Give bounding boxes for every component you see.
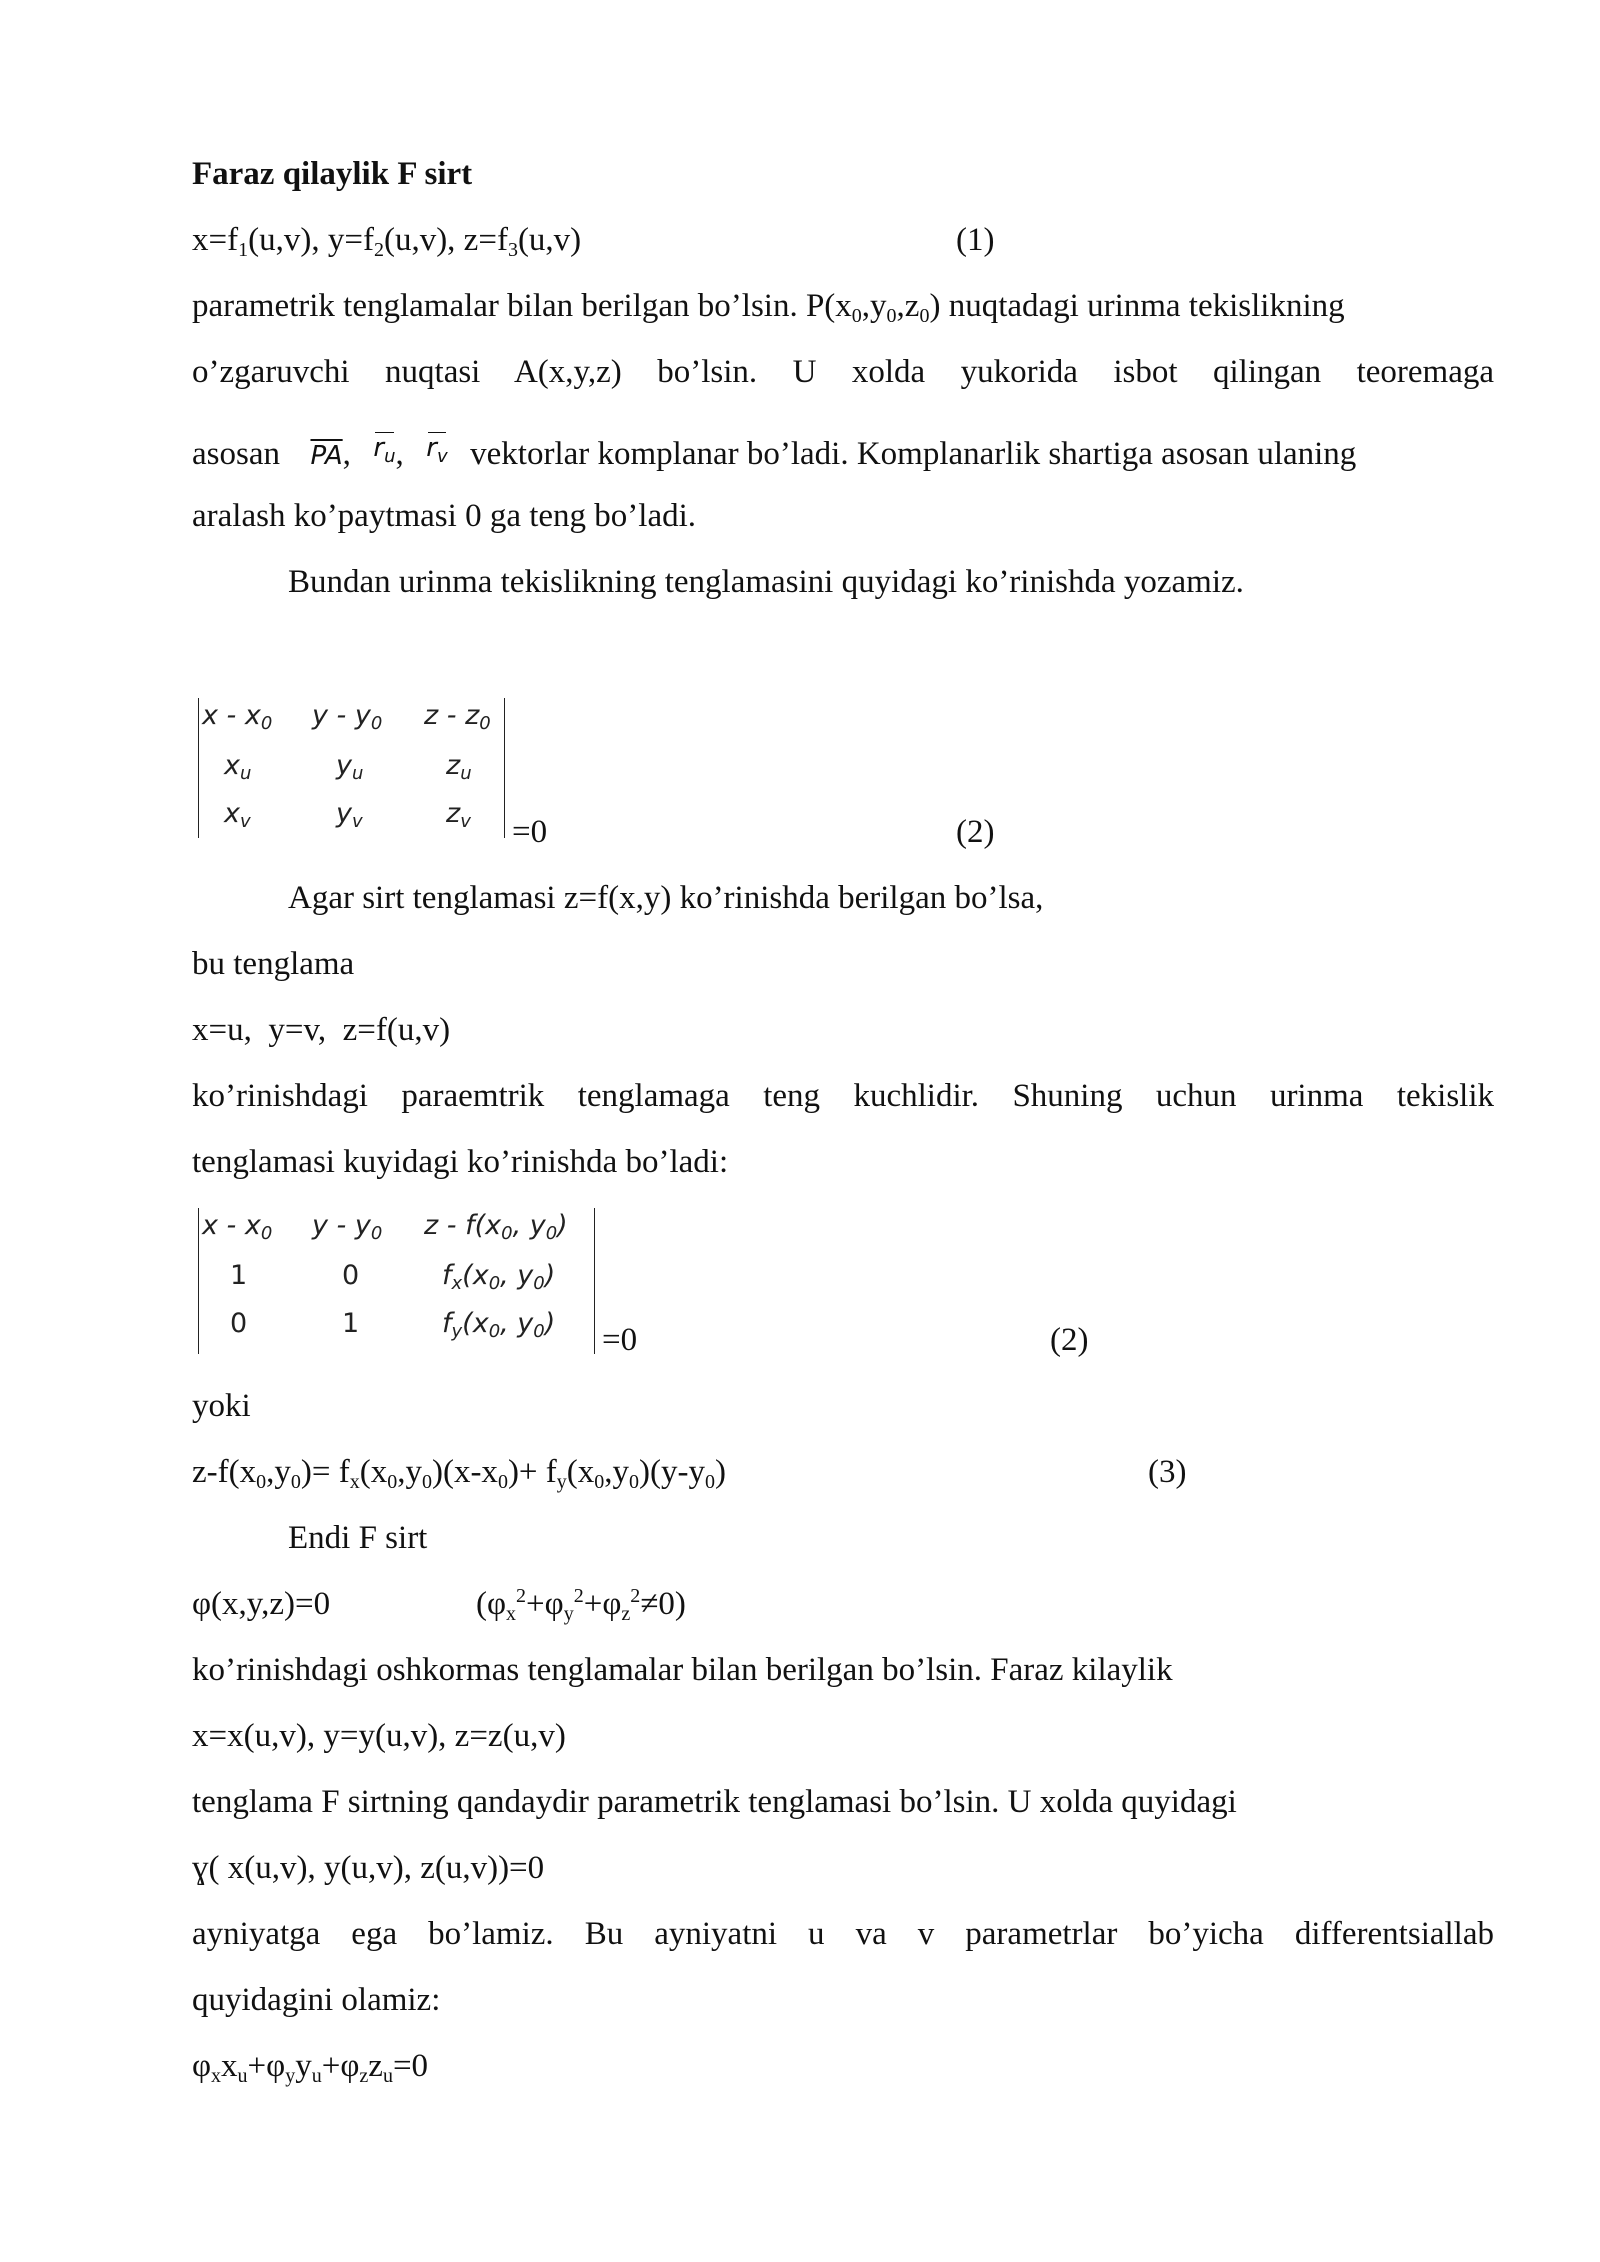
- determinant-1-left-bar: [198, 698, 199, 838]
- equation-1-number: (1): [956, 222, 995, 258]
- det2-cell-3-3: $f_y(x_0$, $y_0$): [442, 1308, 556, 1342]
- paragraph-4: bu tenglama: [192, 946, 355, 982]
- paragraph-1-line-1: parametrik tenglamalar bilan berilgan bo’lsin. $P(x_0,y_0,z_0)$ nuqtadagi urinma tekislikning: [192, 288, 1345, 327]
- det1-cell-3-2: $y_v$: [336, 798, 363, 832]
- paragraph-11: ɣ( x(u,v), y(u,v), z(u,v))=0: [192, 1850, 545, 1886]
- paragraph-12-line-2: quyidagini olamiz:: [192, 1982, 441, 2018]
- det2-cell-1-3: z - $f(x_0$, $y_0$): [424, 1210, 568, 1244]
- paragraph-10: tenglama F sirtning qandaydir parametrik tenglamasi bo’lsin. U xolda quyidagi: [192, 1784, 1237, 1820]
- paragraph-2: Bundan urinma tekislikning tenglamasini quyidagi ko’rinishda yozamiz.: [288, 564, 1244, 600]
- det1-cell-3-3: $z_v$: [446, 798, 471, 832]
- equation-2-number: (2): [956, 814, 995, 850]
- paragraph-12-line-1: ayniyatga ega bo’lamiz. Bu ayniyatni u va v parametrlar bo’yicha differentsiallab: [192, 1916, 1494, 1952]
- paragraph-8: ko’rinishdagi oshkormas tenglamalar bilan berilgan bo’lsin. Faraz kilaylik: [192, 1652, 1173, 1688]
- det1-cell-2-3: $z_u$: [446, 750, 472, 784]
- equation-1: $x=f_1(u,v)$, $y=f_2(u,v)$, $z=f_3(u,v)$: [192, 222, 582, 261]
- paragraph-1-line-2: o’zgaruvchi nuqtasi A(x,y,z) bo’lsin. U xolda yukorida isbot qilingan teoremaga: [192, 354, 1494, 390]
- equation-3: $z-f(x_0,y_0)= f_x(x_0,y_0)(x-x_0)+ f_y(x_0,y_0)(y-y_0)$: [192, 1454, 726, 1493]
- det2-cell-1-2: y - $y_0$: [312, 1210, 383, 1244]
- vector-r-v: $r_v$: [426, 428, 447, 468]
- yoki: yoki: [192, 1388, 251, 1424]
- det1-cell-1-1: x - $x_0$: [202, 700, 273, 734]
- heading: Faraz qilaylik F sirt: [192, 156, 473, 192]
- paragraph-3: Agar sirt tenglamasi z=f(x,y) ko’rinishda berilgan bo’lsa,: [288, 880, 1044, 916]
- determinant-2: [192, 1208, 612, 1354]
- paragraph-1-line-4: aralash ko’paytmasi 0 ga teng bo’ladi.: [192, 498, 697, 534]
- det1-equals-zero: =0: [512, 814, 548, 850]
- determinant-1-right-bar: [504, 698, 505, 838]
- det1-cell-1-3: z - $z_0$: [424, 700, 491, 734]
- det2-cell-2-2: 0: [342, 1260, 360, 1291]
- det2-cell-3-1: 0: [230, 1308, 248, 1339]
- det1-cell-1-2: y - $y_0$: [312, 700, 383, 734]
- equation-2b-number: (2): [1050, 1322, 1089, 1358]
- det2-equals-zero: =0: [602, 1322, 638, 1358]
- det2-cell-1-1: x - $x_0$: [202, 1210, 273, 1244]
- paragraph-6-line-2: tenglamasi kuyidagi ko’rinishda bo’ladi:: [192, 1144, 729, 1180]
- equation-5: $\varphi_xx_u+\varphi_yy_u+\varphi_zz_u=0$: [192, 2048, 429, 2087]
- paragraph-9: x=x(u,v), y=y(u,v), z=z(u,v): [192, 1718, 566, 1754]
- determinant-2-left-bar: [198, 1208, 199, 1354]
- vector-r-u: $r_u$: [373, 428, 395, 468]
- det2-cell-2-1: 1: [230, 1260, 248, 1291]
- det1-cell-2-2: $y_u$: [336, 750, 364, 784]
- paragraph-6-line-1: ko’rinishdagi paraemtrik tenglamaga teng kuchlidir. Shuning uchun urinma tekislik: [192, 1078, 1494, 1114]
- det2-cell-2-3: $f_x(x_0$, $y_0$): [442, 1260, 556, 1294]
- det2-cell-3-2: 1: [342, 1308, 360, 1339]
- equation-4: φ(x,y,z)=0 $(\varphi_x^2+\varphi_y^2+\varphi_z^2\ne 0)$: [192, 1585, 686, 1625]
- determinant-2-right-bar: [594, 1208, 595, 1354]
- equation-3-number: (3): [1148, 1454, 1187, 1490]
- paragraph-7: Endi F sirt: [288, 1520, 428, 1556]
- vector-pa: $\overline{PA}$: [310, 441, 343, 471]
- det1-cell-3-1: $x_v$: [224, 798, 251, 832]
- det1-cell-2-1: $x_u$: [224, 750, 252, 784]
- paragraph-1-line-3: asosan $\overline{PA}$, $r_u$, $r_v$ vektorlar komplanar bo’ladi. Komplanarlik shartiga asosan ulaning: [192, 428, 1494, 476]
- paragraph-5: x=u, y=v, z=f(u,v): [192, 1012, 451, 1048]
